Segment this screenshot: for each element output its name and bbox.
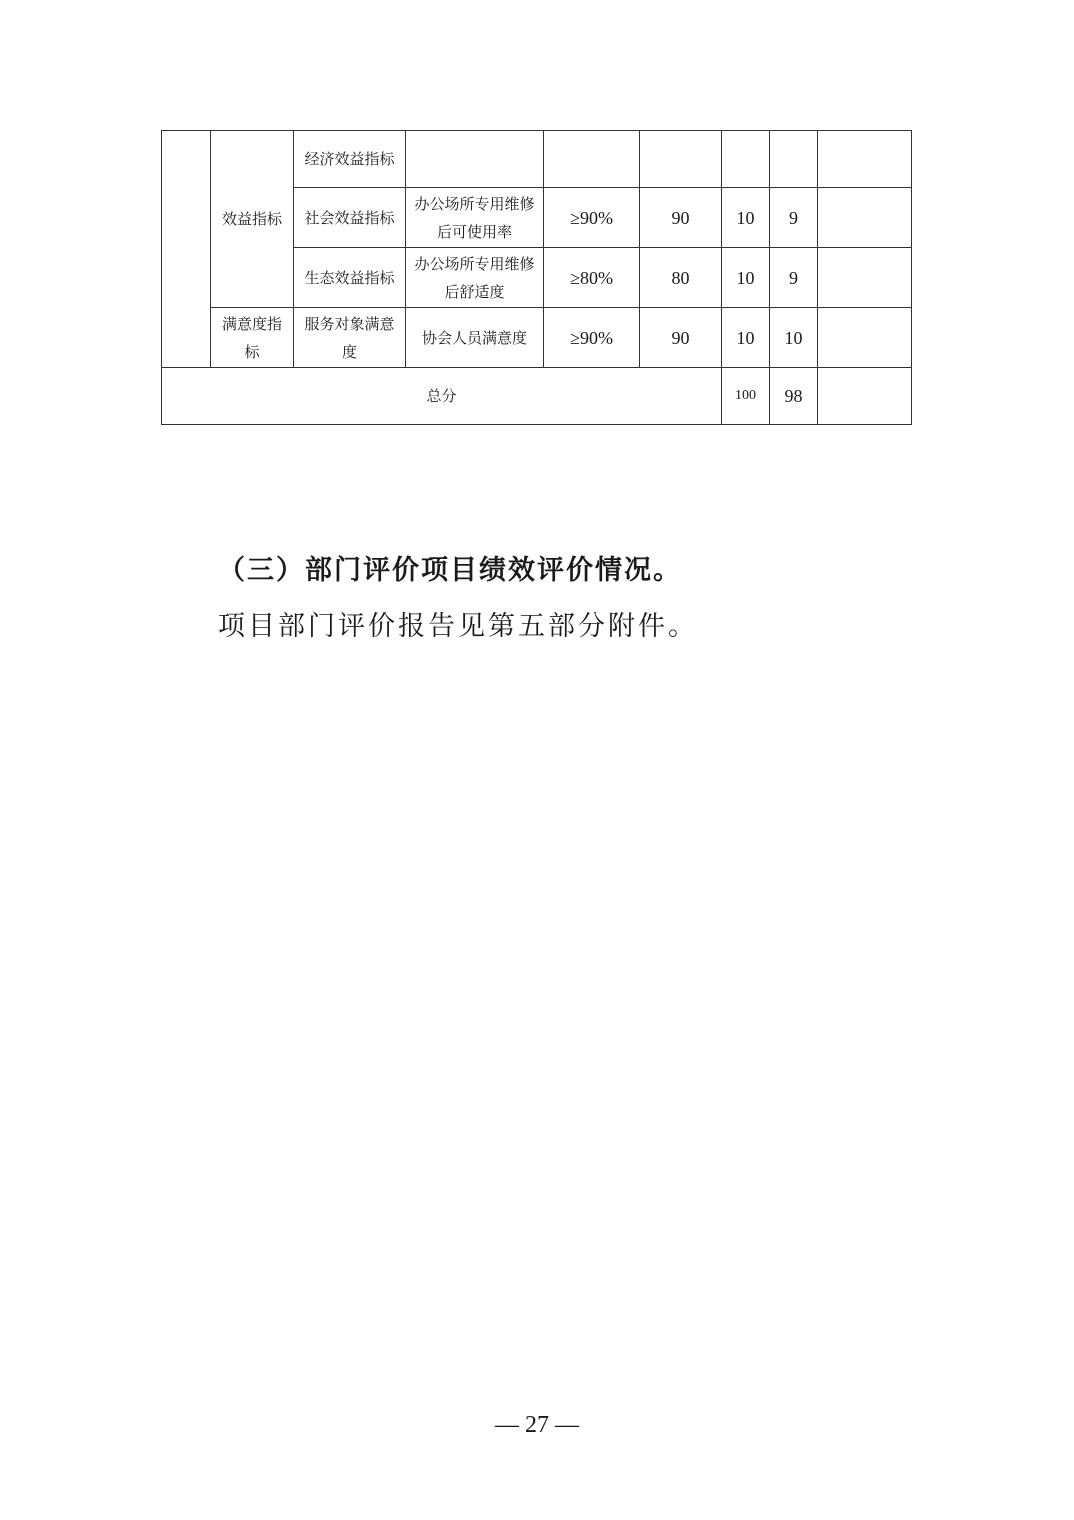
social-note-cell <box>818 188 912 248</box>
performance-table <box>161 130 912 425</box>
social-subindicator-cell: 社会效益指标 <box>294 188 406 248</box>
outer-category-cell <box>162 131 211 368</box>
social-target-cell: ≥90% <box>544 188 640 248</box>
table-row <box>162 308 912 368</box>
section-paragraph: 项目部门评价报告见第五部分附件。 <box>218 611 698 642</box>
table-row <box>162 368 912 425</box>
econ-note-cell <box>818 131 912 188</box>
eco-actual-cell: 80 <box>640 248 722 308</box>
satisfaction-actual-cell: 90 <box>640 308 722 368</box>
table-row <box>162 131 912 188</box>
total-score-cell: 98 <box>770 368 818 425</box>
social-weight-cell: 10 <box>722 188 770 248</box>
satisfaction-category-cell: 满意度指标 <box>211 308 294 368</box>
satisfaction-score-cell: 10 <box>770 308 818 368</box>
social-indicator-cell: 办公场所专用维修后可使用率 <box>406 188 544 248</box>
total-note-cell <box>818 368 912 425</box>
benefit-category-cell: 效益指标 <box>211 131 294 308</box>
econ-indicator-cell <box>406 131 544 188</box>
econ-actual-cell <box>640 131 722 188</box>
eco-indicator-cell: 办公场所专用维修后舒适度 <box>406 248 544 308</box>
econ-weight-cell <box>722 131 770 188</box>
satisfaction-target-cell: ≥90% <box>544 308 640 368</box>
section-heading: （三）部门评价项目绩效评价情况。 <box>218 555 682 586</box>
eco-weight-cell: 10 <box>722 248 770 308</box>
satisfaction-note-cell <box>818 308 912 368</box>
total-label-cell: 总分 <box>162 368 722 425</box>
social-score-cell: 9 <box>770 188 818 248</box>
eco-note-cell <box>818 248 912 308</box>
eco-subindicator-cell: 生态效益指标 <box>294 248 406 308</box>
econ-target-cell <box>544 131 640 188</box>
social-actual-cell: 90 <box>640 188 722 248</box>
satisfaction-weight-cell: 10 <box>722 308 770 368</box>
satisfaction-indicator-cell: 协会人员满意度 <box>406 308 544 368</box>
page-number: — 27 — <box>495 1412 579 1438</box>
total-weight-cell: 100 <box>722 368 770 425</box>
eco-target-cell: ≥80% <box>544 248 640 308</box>
econ-subindicator-cell: 经济效益指标 <box>294 131 406 188</box>
satisfaction-subindicator-cell: 服务对象满意度 <box>294 308 406 368</box>
eco-score-cell: 9 <box>770 248 818 308</box>
econ-score-cell <box>770 131 818 188</box>
